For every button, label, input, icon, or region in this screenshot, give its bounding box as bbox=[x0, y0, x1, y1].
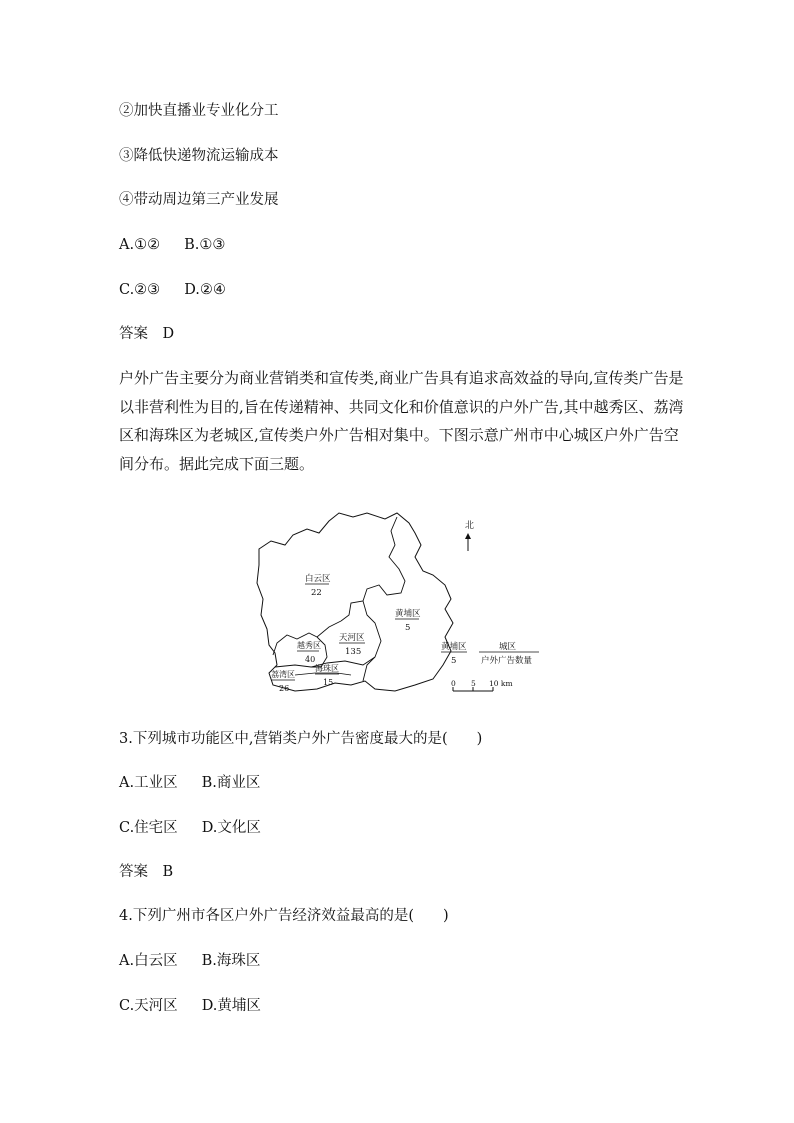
item-4: ④带动周边第三产业发展 bbox=[119, 192, 279, 208]
boundary-baiyun-huangpu bbox=[341, 517, 405, 621]
q3-options-cd bbox=[119, 818, 261, 838]
district-value-tianhe: 135 bbox=[345, 647, 362, 657]
guangzhou-ad-map bbox=[255, 505, 545, 700]
district-value-liwan: 26 bbox=[279, 684, 290, 693]
q4-options-ab bbox=[119, 951, 260, 971]
district-name-haizhu: 海珠区 bbox=[315, 664, 339, 673]
q4-option-c: C.天河区 bbox=[119, 998, 178, 1014]
district-value-haizhu: 15 bbox=[323, 678, 334, 687]
q3-option-c: C.住宅区 bbox=[119, 820, 178, 836]
district-name-liwan: 荔湾区 bbox=[271, 670, 295, 679]
q4-option-b: B.海珠区 bbox=[201, 953, 261, 969]
legend-example-name: 黄埔区 bbox=[441, 642, 467, 652]
option-d: D.②④ bbox=[184, 282, 226, 298]
q3-stem: 3.下列城市功能区中,营销类户外广告密度最大的是( ) bbox=[119, 731, 483, 747]
option-a: A.①② bbox=[119, 237, 161, 253]
q3-option-a: A.工业区 bbox=[119, 775, 178, 791]
district-value-huangpu: 5 bbox=[405, 623, 411, 633]
district-name-huangpu: 黄埔区 bbox=[395, 609, 421, 619]
q4-options-cd bbox=[119, 996, 261, 1016]
q3-answer: 答案 B bbox=[119, 864, 174, 880]
district-name-yuexiu: 越秀区 bbox=[297, 641, 321, 650]
legend-key-bottom: 户外广告数量 bbox=[481, 656, 533, 666]
district-value-baiyun: 22 bbox=[311, 588, 322, 598]
q4-option-d: D.黄埔区 bbox=[201, 998, 261, 1014]
boundary-tianhe-huangpu bbox=[363, 601, 381, 681]
options-row-cd bbox=[119, 280, 226, 300]
option-c: C.②③ bbox=[119, 282, 161, 298]
north-label: 北 bbox=[465, 521, 475, 531]
passage: 户外广告主要分为商业营销类和宣传类,商业广告具有追求高效益的导向,宣传类广告是以非营利性为目的,旨在传递精神、共同文化和价值意识的户外广告,其中越秀区、荔湾区和海珠区为老城区,宣传类户外广告相对集中。下图示意广州市中心城区户外广告空间分布。据此完成下面三题。 bbox=[119, 369, 684, 473]
north-arrowhead bbox=[465, 533, 471, 539]
district-name-tianhe: 天河区 bbox=[339, 633, 365, 643]
legend-example-value: 5 bbox=[451, 656, 457, 666]
q3-option-b: B.商业区 bbox=[201, 775, 261, 791]
item-3: ③降低快递物流运输成本 bbox=[119, 148, 279, 164]
item-2: ②加快直播业专业化分工 bbox=[119, 103, 279, 119]
district-name-baiyun: 白云区 bbox=[305, 574, 331, 584]
q3-option-d: D.文化区 bbox=[201, 820, 261, 836]
options-row-ab bbox=[119, 235, 225, 255]
scale-0: 0 bbox=[451, 679, 456, 688]
q3-options-ab bbox=[119, 773, 260, 793]
q4-option-a: A.白云区 bbox=[119, 953, 178, 969]
legend-key-top: 城区 bbox=[499, 642, 517, 652]
scale-10: 10 km bbox=[489, 679, 513, 688]
scale-5: 5 bbox=[471, 679, 476, 688]
district-value-yuexiu: 40 bbox=[305, 655, 316, 664]
option-b: B.①③ bbox=[184, 237, 226, 253]
q4-stem: 4.下列广州市各区户外广告经济效益最高的是( ) bbox=[119, 908, 449, 924]
answer-prev: 答案 D bbox=[119, 326, 175, 342]
